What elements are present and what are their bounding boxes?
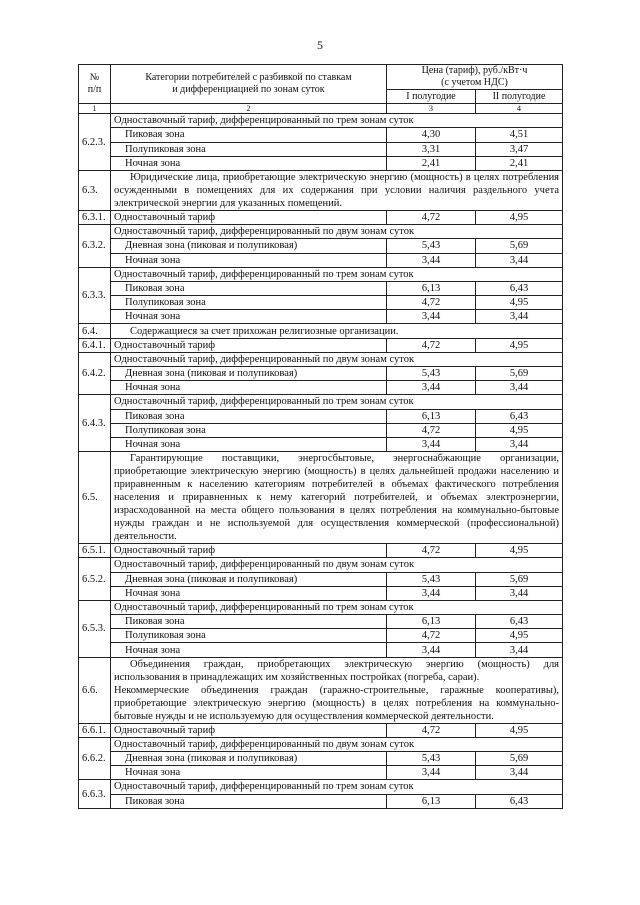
price-h2: 4,51 [476,128,563,142]
section-text: Объединения граждан, приобретающих электрическую энергию (мощность) для использования в принадлежащих им хозяйственных постройках (погреба, сараи). Некоммерческие объединения граждан (гаражно-строительные, гаражные кооперативы), приобретающие электрическую энергию (мощность) в целях потребления на коммунально-бытовые нужды и не используемую для осуществления коммерческой деятельности. [111,657,563,723]
price-h1: 3,44 [387,586,476,600]
price-h2: 2,41 [476,156,563,170]
zone-row [79,766,563,780]
group-title: Одноставочный тариф, дифференцированный по трем зонам суток [111,780,563,794]
price-h2: 4,95 [476,629,563,643]
row-number: 6.5.3. [79,600,111,657]
price-h2: 4,95 [476,210,563,224]
price-h2: 4,95 [476,723,563,737]
header-price: Цена (тариф), руб./кВт·ч (с учетом НДС) [387,65,563,90]
tariff-label: Одноставочный тариф [111,210,387,224]
price-h2: 6,43 [476,615,563,629]
zone-row [79,156,563,170]
zone-label: Дневная зона (пиковая и полупиковая) [111,752,387,766]
row-number: 6.5. [79,452,111,544]
index-row [79,104,563,114]
price-h1: 3,44 [387,766,476,780]
page-number: 5 [317,38,323,52]
price-h1: 5,43 [387,752,476,766]
row-number: 6.5.2. [79,558,111,601]
zone-label: Ночная зона [111,381,387,395]
price-h2: 3,44 [476,766,563,780]
row-number: 6.6. [79,657,111,723]
section-text: Гарантирующие поставщики, энергосбытовые, энергоснабжающие организации, приобретающие электрическую энергию (мощность) в целях дальнейшей продажи населению и приравненным к населению категориям потребителей в объемах фактического потребления населения и приравненных к нему категорий потребителей, и объемах электроэнергии, израсходованной на места общего пользования в целях потребления на коммунально-бытовые нужды граждан и не используемой для осуществления коммерческой (профессиональной) деятельности. [111,452,563,544]
price-h1: 4,72 [387,338,476,352]
zone-label: Дневная зона (пиковая и полупиковая) [111,367,387,381]
zone-row [79,281,563,295]
price-h2: 3,44 [476,437,563,451]
tariff-label: Одноставочный тариф [111,544,387,558]
zone-label: Ночная зона [111,253,387,267]
price-h2: 3,44 [476,586,563,600]
price-h1: 3,44 [387,381,476,395]
group-title: Одноставочный тариф, дифференцированный по двум зонам суток [111,558,563,572]
zone-row [79,310,563,324]
zone-label: Полупиковая зона [111,629,387,643]
zone-row [79,437,563,451]
group-title: Одноставочный тариф, дифференцированный по трем зонам суток [111,600,563,614]
price-h2: 4,95 [476,423,563,437]
zone-label: Пиковая зона [111,409,387,423]
zone-label: Ночная зона [111,586,387,600]
tariff-table [78,64,563,809]
zone-row [79,253,563,267]
zone-label: Пиковая зона [111,281,387,295]
header-half2: II полугодие [476,90,563,104]
zone-label: Пиковая зона [111,615,387,629]
group-title: Одноставочный тариф, дифференцированный по трем зонам суток [111,114,563,128]
row-number: 6.6.2. [79,737,111,780]
index-cell: 2 [111,104,387,114]
price-h2: 6,43 [476,281,563,295]
group-title: Одноставочный тариф, дифференцированный по двум зонам суток [111,352,563,366]
tariff-row [79,210,563,224]
zone-label: Полупиковая зона [111,142,387,156]
zone-row [79,142,563,156]
row-number: 6.4.2. [79,352,111,395]
price-h2: 5,69 [476,752,563,766]
zone-row [79,572,563,586]
price-h2: 3,44 [476,253,563,267]
price-h1: 4,72 [387,423,476,437]
group-title: Одноставочный тариф, дифференцированный по двум зонам суток [111,225,563,239]
section-text: Юридические лица, приобретающие электрическую энергию (мощность) в целях потребления осужденными в помещениях для их содержания при условии наличия раздельного учета электрической энергии для указанных помещений. [111,170,563,210]
zone-row [79,296,563,310]
index-cell: 3 [387,104,476,114]
row-number: 6.2.3. [79,114,111,171]
price-h1: 4,72 [387,544,476,558]
price-h1: 3,44 [387,643,476,657]
price-h1: 6,13 [387,281,476,295]
group-title-row [79,267,563,281]
index-cell: 1 [79,104,111,114]
header-half1: I полугодие [387,90,476,104]
zone-label: Ночная зона [111,766,387,780]
row-number: 6.4.1. [79,338,111,352]
price-h1: 5,43 [387,572,476,586]
header-row [79,65,563,90]
section-row [79,657,563,723]
zone-row [79,794,563,808]
zone-label: Полупиковая зона [111,423,387,437]
zone-row [79,381,563,395]
row-number: 6.5.1. [79,544,111,558]
row-number: 6.6.1. [79,723,111,737]
price-h1: 4,72 [387,210,476,224]
section-text: Содержащиеся за счет прихожан религиозные организации. [111,324,563,338]
group-title: Одноставочный тариф, дифференцированный по двум зонам суток [111,737,563,751]
group-title-row [79,114,563,128]
price-h2: 3,44 [476,381,563,395]
header-num: № п/п [79,65,111,104]
group-title-row [79,395,563,409]
price-h1: 6,13 [387,615,476,629]
tariff-label: Одноставочный тариф [111,723,387,737]
price-h1: 4,72 [387,723,476,737]
zone-label: Пиковая зона [111,128,387,142]
price-h2: 5,69 [476,572,563,586]
zone-row [79,423,563,437]
group-title-row [79,352,563,366]
tariff-row [79,338,563,352]
zone-row [79,367,563,381]
price-h2: 5,69 [476,239,563,253]
price-h2: 4,95 [476,544,563,558]
tariff-row [79,723,563,737]
group-title-row [79,225,563,239]
price-h1: 5,43 [387,239,476,253]
zone-row [79,643,563,657]
price-h1: 6,13 [387,794,476,808]
price-h1: 3,44 [387,310,476,324]
price-h2: 4,95 [476,338,563,352]
price-h1: 6,13 [387,409,476,423]
zone-row [79,586,563,600]
zone-label: Пиковая зона [111,794,387,808]
group-title-row [79,600,563,614]
price-h2: 6,43 [476,794,563,808]
row-number: 6.3.2. [79,225,111,268]
price-h1: 3,44 [387,437,476,451]
zone-label: Ночная зона [111,437,387,451]
price-h1: 2,41 [387,156,476,170]
tariff-label: Одноставочный тариф [111,338,387,352]
tariff-row [79,544,563,558]
section-row [79,452,563,544]
zone-label: Полупиковая зона [111,296,387,310]
zone-row [79,239,563,253]
zone-row [79,409,563,423]
section-row [79,324,563,338]
zone-row [79,629,563,643]
price-h1: 4,30 [387,128,476,142]
row-number: 6.3.1. [79,210,111,224]
group-title-row [79,780,563,794]
zone-row [79,752,563,766]
header-category: Категории потребителей с разбивкой по ставкам и дифференциацией по зонам суток [111,65,387,104]
price-h2: 5,69 [476,367,563,381]
zone-row [79,128,563,142]
row-number: 6.3.3. [79,267,111,324]
zone-row [79,615,563,629]
zone-label: Ночная зона [111,156,387,170]
zone-label: Ночная зона [111,643,387,657]
zone-label: Ночная зона [111,310,387,324]
price-h2: 6,43 [476,409,563,423]
group-title-row [79,737,563,751]
price-h2: 3,47 [476,142,563,156]
row-number: 6.4.3. [79,395,111,452]
group-title: Одноставочный тариф, дифференцированный по трем зонам суток [111,395,563,409]
section-row [79,170,563,210]
price-h2: 4,95 [476,296,563,310]
group-title: Одноставочный тариф, дифференцированный по трем зонам суток [111,267,563,281]
zone-label: Дневная зона (пиковая и полупиковая) [111,572,387,586]
price-h2: 3,44 [476,643,563,657]
row-number: 6.6.3. [79,780,111,808]
row-number: 6.3. [79,170,111,210]
price-h1: 4,72 [387,296,476,310]
price-h2: 3,44 [476,310,563,324]
price-h1: 5,43 [387,367,476,381]
price-h1: 3,31 [387,142,476,156]
index-cell: 4 [476,104,563,114]
price-h1: 3,44 [387,253,476,267]
zone-label: Дневная зона (пиковая и полупиковая) [111,239,387,253]
group-title-row [79,558,563,572]
price-h1: 4,72 [387,629,476,643]
row-number: 6.4. [79,324,111,338]
